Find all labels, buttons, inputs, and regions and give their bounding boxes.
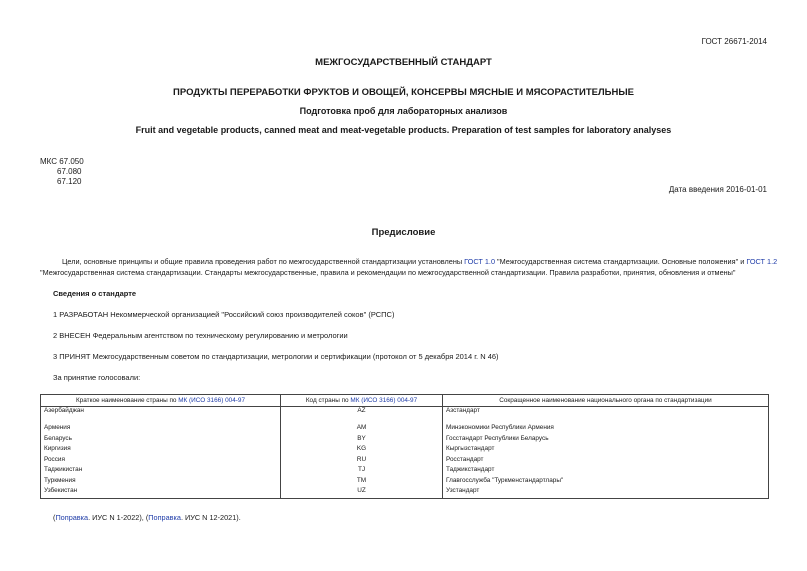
mk-iso-link[interactable]: МК (ИСО 3166) 004-97 — [178, 397, 246, 404]
cell-org: Минэкономики Республики Армения — [443, 424, 769, 435]
cell-org: Росстандарт — [443, 456, 769, 467]
gost-1-2-link[interactable]: ГОСТ 1.2 — [746, 257, 778, 266]
header-country: Краткое наименование страны по МК (ИСО 3166) 004-97 — [41, 395, 281, 407]
table-row — [41, 477, 769, 488]
amendments-note: (Поправка. ИУС N 1-2022), (Поправка. ИУС N 12-2021). — [53, 513, 241, 522]
cell-code: UZ — [281, 487, 443, 498]
cell-country: Армения — [41, 424, 281, 435]
mks-code-3: 67.120 — [57, 177, 82, 186]
table-row — [41, 487, 769, 498]
cell-org: Госстандарт Республики Беларусь — [443, 435, 769, 446]
info-item-3: 3 ПРИНЯТ Межгосударственным советом по стандартизации, метрологии и сертификации (протокол от 5 декабря 2014 г. N 46) — [53, 352, 499, 361]
cell-org: Узстандарт — [443, 487, 769, 498]
cell-code: TJ — [281, 466, 443, 477]
table-row — [41, 407, 769, 425]
cell-code: KG — [281, 445, 443, 456]
cell-code: TM — [281, 477, 443, 488]
foreword-paragraph-line2: "Межгосударственная система стандартизации. Стандарты межгосударственные, правила и рекомендации по межгосударственной стандартизации. Правила разработки, принятия, обновления и отмены" — [40, 268, 736, 277]
cell-country: Азербайджан — [41, 407, 281, 425]
mks-code-2: 67.080 — [57, 167, 82, 176]
cell-country: Россия — [41, 456, 281, 467]
cell-org: Кыргызстандарт — [443, 445, 769, 456]
cell-country: Узбекистан — [41, 487, 281, 498]
foreword-text-a: Цели, основные принципы и общие правила проведения работ по межгосударственной стандартизации установлены — [62, 257, 465, 266]
amendment-link[interactable]: Поправка — [55, 513, 89, 522]
title-en: Fruit and vegetable products, canned meat and meat-vegetable products. Preparation of test samples for laboratory analyses — [135, 125, 672, 135]
table-row — [41, 456, 769, 467]
header-org: Сокращенное наименование национального органа по стандартизации — [443, 395, 769, 407]
amendment-link[interactable]: Поправка — [148, 513, 181, 522]
info-heading: Сведения о стандарте — [53, 289, 137, 298]
voting-table — [40, 394, 769, 499]
cell-country: Киргизия — [41, 445, 281, 456]
cell-country: Беларусь — [41, 435, 281, 446]
table-row — [41, 424, 769, 435]
intro-date: Дата введения 2016-01-01 — [668, 185, 767, 194]
foreword-text-b: "Межгосударственная система стандартизации. Основные положения" и — [495, 257, 747, 266]
cell-org: Таджикстандарт — [443, 466, 769, 477]
cell-code: AM — [281, 424, 443, 435]
subtitle-ru: Подготовка проб для лабораторных анализов — [299, 106, 508, 116]
table-row — [41, 445, 769, 456]
table-header-row — [41, 395, 769, 407]
header-code: Код страны по МК (ИСО 3166) 004-97 — [281, 395, 443, 407]
cell-country: Туркмения — [41, 477, 281, 488]
mks-code-1: МКС 67.050 — [40, 157, 84, 166]
document-code: ГОСТ 26671-2014 — [701, 37, 767, 46]
table-row — [41, 466, 769, 477]
mk-iso-link[interactable]: МК (ИСО 3166) 004-97 — [350, 397, 418, 404]
standard-type: МЕЖГОСУДАРСТВЕННЫЙ СТАНДАРТ — [315, 57, 492, 68]
gost-1-0-link[interactable]: ГОСТ 1.0 — [464, 257, 495, 266]
table-row — [41, 435, 769, 446]
info-item-1: 1 РАЗРАБОТАН Некоммерческой организацией "Российский союз производителей соков" (РСПС) — [53, 310, 395, 319]
foreword-paragraph-line1 — [62, 257, 777, 266]
cell-org: Главгосслужба "Туркменстандартлары" — [443, 477, 769, 488]
cell-code: RU — [281, 456, 443, 467]
cell-country: Таджикистан — [41, 466, 281, 477]
voted-label: За принятие голосовали: — [53, 373, 141, 382]
foreword-heading: Предисловие — [371, 227, 436, 238]
cell-org: Азстандарт — [443, 407, 769, 425]
title-ru: ПРОДУКТЫ ПЕРЕРАБОТКИ ФРУКТОВ И ОВОЩЕЙ, КОНСЕРВЫ МЯСНЫЕ И МЯСОРАСТИТЕЛЬНЫЕ — [173, 87, 634, 98]
cell-code: BY — [281, 435, 443, 446]
info-item-2: 2 ВНЕСЕН Федеральным агентством по техническому регулированию и метрологии — [53, 331, 348, 340]
cell-code: AZ — [281, 407, 443, 425]
